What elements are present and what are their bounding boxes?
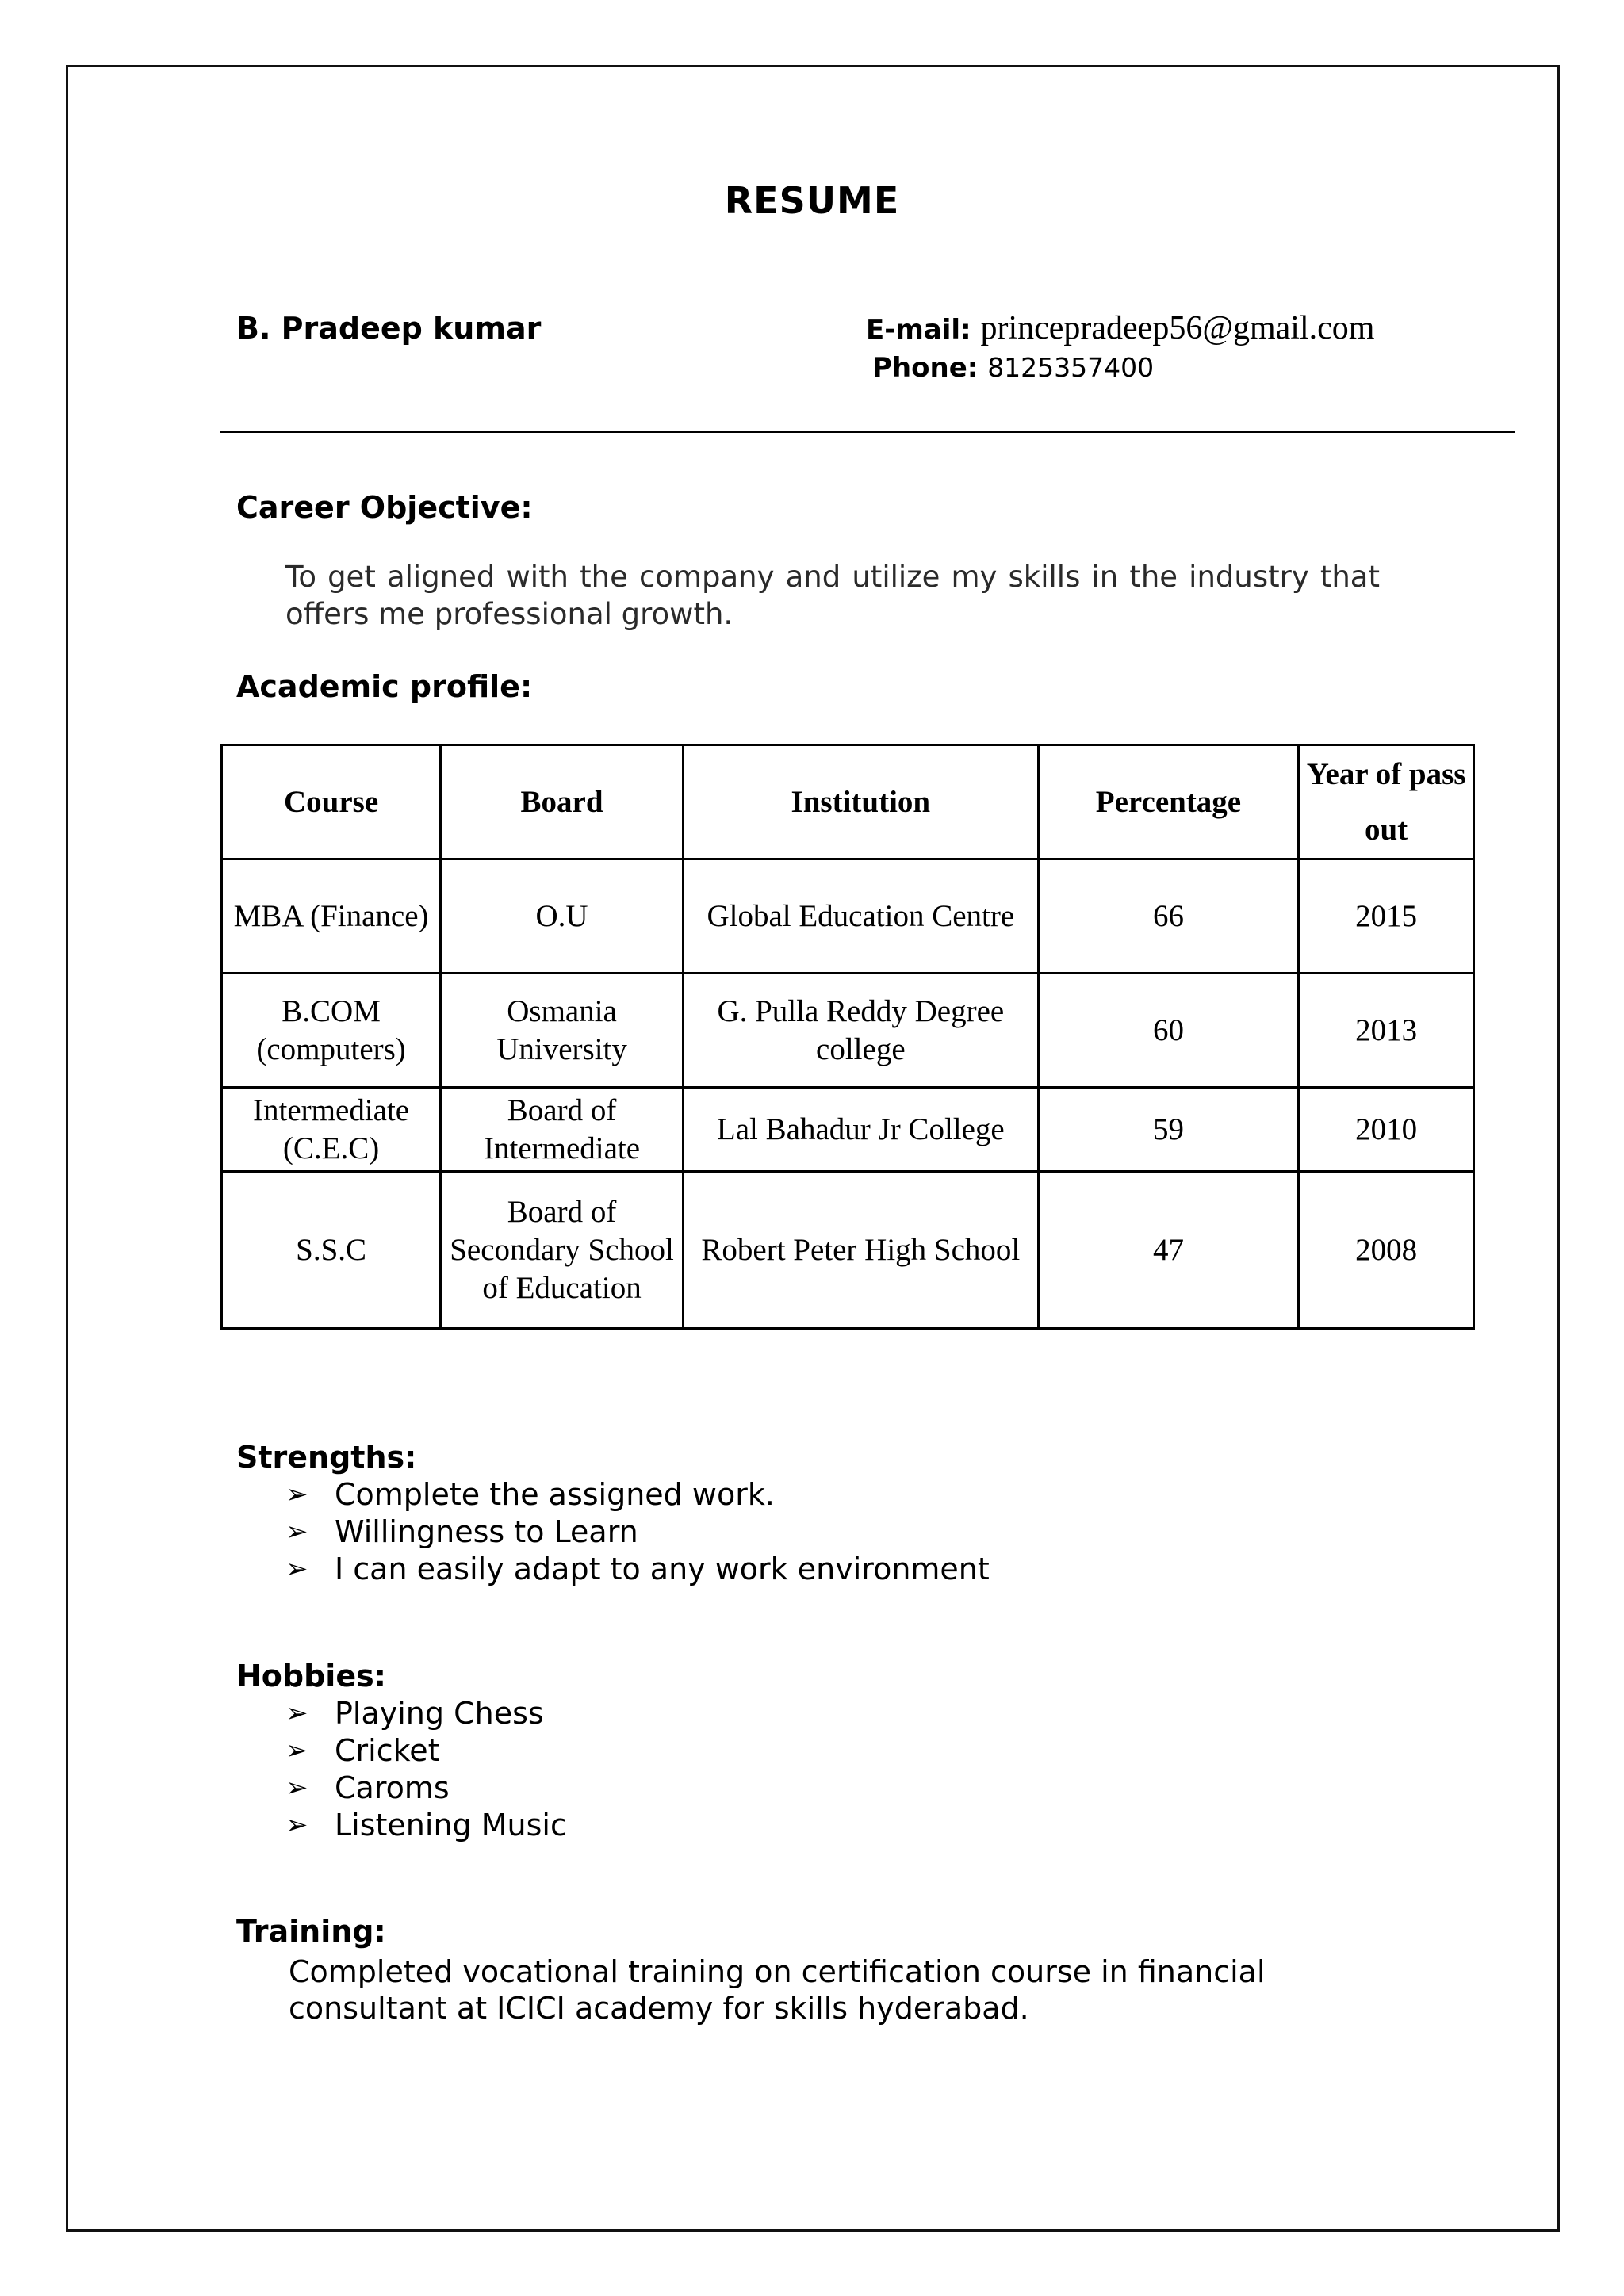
column-header: Course bbox=[222, 745, 441, 859]
career-objective-text: To get aligned with the company and utilize my skills in the industry that offers me professional growth. bbox=[285, 560, 1380, 631]
career-objective-heading: Career Objective: bbox=[236, 490, 533, 525]
column-header: Year of pass out bbox=[1299, 745, 1474, 859]
arrowhead-bullet-icon: ➢ bbox=[285, 1479, 308, 1510]
hobbies-list bbox=[285, 1695, 567, 1844]
table-cell: 2015 bbox=[1299, 859, 1474, 974]
table-cell: 2008 bbox=[1299, 1172, 1474, 1329]
arrowhead-bullet-icon: ➢ bbox=[285, 1772, 308, 1804]
table-cell: 2010 bbox=[1299, 1088, 1474, 1172]
table-row bbox=[222, 1172, 1474, 1329]
arrowhead-bullet-icon: ➢ bbox=[285, 1809, 308, 1841]
list-item: ➢ Listening Music bbox=[285, 1808, 567, 1843]
academic-table bbox=[220, 744, 1475, 1330]
strengths-heading: Strengths: bbox=[236, 1440, 417, 1475]
email-row: E-mail: princepradeep56@gmail.com bbox=[866, 310, 1375, 346]
list-item: ➢ Caroms bbox=[285, 1770, 450, 1805]
arrowhead-bullet-icon: ➢ bbox=[285, 1553, 308, 1585]
table-cell: MBA (Finance) bbox=[222, 859, 441, 974]
arrowhead-bullet-icon: ➢ bbox=[285, 1735, 308, 1766]
list-item: ➢ Complete the assigned work. bbox=[285, 1477, 775, 1512]
table-cell: Board of Secondary School of Education bbox=[441, 1172, 684, 1329]
table-header-row bbox=[222, 745, 1474, 859]
table-cell: 59 bbox=[1038, 1088, 1298, 1172]
table-cell: Osmania University bbox=[441, 974, 684, 1088]
table-cell: 66 bbox=[1038, 859, 1298, 974]
arrowhead-bullet-icon: ➢ bbox=[285, 1516, 308, 1548]
table-row bbox=[222, 859, 1474, 974]
table-cell: O.U bbox=[441, 859, 684, 974]
table-cell: Global Education Centre bbox=[683, 859, 1038, 974]
header-divider bbox=[220, 431, 1515, 433]
column-header: Institution bbox=[683, 745, 1038, 859]
table-cell: 60 bbox=[1038, 974, 1298, 1088]
table-cell: 47 bbox=[1038, 1172, 1298, 1329]
resume-title: RESUME bbox=[724, 179, 900, 222]
column-header: Board bbox=[441, 745, 684, 859]
contact-block bbox=[866, 309, 1374, 387]
list-item: ➢ Willingness to Learn bbox=[285, 1514, 638, 1549]
phone-row: Phone: 8125357400 bbox=[872, 352, 1155, 384]
phone-label: Phone bbox=[872, 352, 967, 384]
table-cell: G. Pulla Reddy Degree college bbox=[683, 974, 1038, 1088]
list-item: ➢ Playing Chess bbox=[285, 1696, 544, 1731]
list-item: ➢ Cricket bbox=[285, 1733, 440, 1768]
email-value: princepradeep56@gmail.com bbox=[980, 310, 1375, 346]
table-row bbox=[222, 974, 1474, 1088]
training-heading: Training: bbox=[236, 1914, 386, 1949]
strengths-list bbox=[285, 1476, 990, 1588]
candidate-name: B. Pradeep kumar bbox=[236, 311, 542, 346]
table-cell: Robert Peter High School bbox=[683, 1172, 1038, 1329]
list-item: ➢ I can easily adapt to any work environment bbox=[285, 1552, 990, 1586]
table-row bbox=[222, 1088, 1474, 1172]
arrowhead-bullet-icon: ➢ bbox=[285, 1697, 308, 1729]
table-cell: Intermediate (C.E.C) bbox=[222, 1088, 441, 1172]
table-cell: B.COM (computers) bbox=[222, 974, 441, 1088]
table-cell: 2013 bbox=[1299, 974, 1474, 1088]
table-cell: Board of Intermediate bbox=[441, 1088, 684, 1172]
hobbies-heading: Hobbies: bbox=[236, 1659, 386, 1693]
training-text: Completed vocational training on certification course in financial consultant at ICICI academy for skills hyderabad. bbox=[289, 1954, 1266, 2026]
academic-profile-heading: Academic profile: bbox=[236, 669, 533, 704]
column-header: Percentage bbox=[1038, 745, 1298, 859]
table-cell: S.S.C bbox=[222, 1172, 441, 1329]
table-cell: Lal Bahadur Jr College bbox=[683, 1088, 1038, 1172]
email-label: E-mail bbox=[866, 314, 961, 346]
phone-value: 8125357400 bbox=[987, 352, 1155, 383]
